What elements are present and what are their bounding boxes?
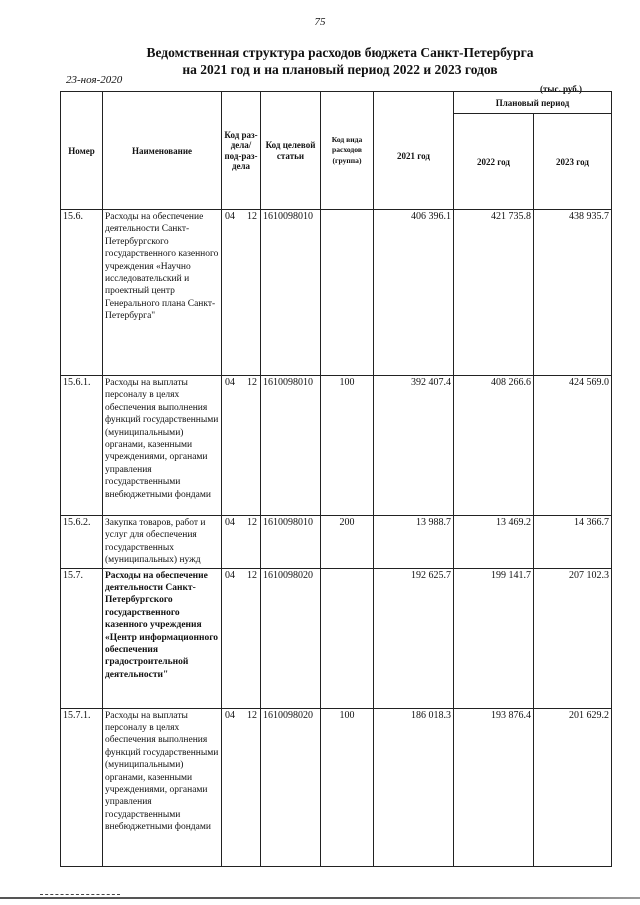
row-amount-2023: 201 629.2	[534, 708, 612, 866]
table-row	[61, 376, 612, 516]
subsection-code: 12	[247, 211, 257, 222]
header-plan-period: Плановый период	[454, 92, 612, 114]
row-amount-2021: 186 018.3	[374, 708, 454, 866]
row-name: Расходы на обеспечение деятельности Санкт-Петербургского государственного казенного учреждения «Центр информационного обеспечения градостроительной деятельности"	[103, 568, 222, 708]
row-section-code	[222, 708, 261, 866]
row-expense-kind: 200	[321, 516, 374, 569]
row-section-code	[222, 210, 261, 376]
section-code: 04	[225, 211, 235, 222]
row-target-code: 1610098020	[261, 568, 321, 708]
header-2023: 2023 год	[534, 114, 612, 210]
row-amount-2022: 199 141.7	[454, 568, 534, 708]
section-code: 04	[225, 517, 235, 528]
subsection-code: 12	[247, 709, 257, 721]
table-row	[61, 708, 612, 866]
row-name: Закупка товаров, работ и услуг для обеспечения государственных (муниципальных) нужд	[103, 516, 222, 569]
row-section-code	[222, 516, 261, 569]
row-number: 15.7.1.	[61, 708, 103, 866]
row-number: 15.6.2.	[61, 516, 103, 569]
subsection-code: 12	[247, 517, 257, 528]
row-name: Расходы на выплаты персоналу в целях обеспечения выполнения функций государственными (муниципальными) органами, казенными учреждениями, органами управления государственными внебюджетными фондами	[103, 708, 222, 866]
budget-table	[60, 91, 612, 867]
row-amount-2022: 408 266.6	[454, 376, 534, 516]
row-amount-2023: 207 102.3	[534, 568, 612, 708]
header-section: Код раз-дела/ под-раз-дела	[222, 92, 261, 210]
row-amount-2021: 392 407.4	[374, 376, 454, 516]
table-row	[61, 210, 612, 376]
row-amount-2022: 193 876.4	[454, 708, 534, 866]
row-name: Расходы на обеспечение деятельности Санкт-Петербургского государственного казенного учреждения «Научно исследовательский и проектный центр Генерального плана Санкт-Петербурга"	[103, 210, 222, 376]
subsection-code: 12	[247, 569, 257, 581]
row-name: Расходы на выплаты персоналу в целях обеспечения выполнения функций государственными (муниципальными) органами, казенными учреждениями, органами управления государственными внебюджетными фондами	[103, 376, 222, 516]
table-row	[61, 568, 612, 708]
row-number: 15.7.	[61, 568, 103, 708]
subsection-code: 12	[247, 377, 257, 388]
row-amount-2022: 13 469.2	[454, 516, 534, 569]
row-section-code	[222, 568, 261, 708]
page-number: 75	[314, 16, 326, 28]
row-target-code: 1610098020	[261, 708, 321, 866]
document-date: 23-ноя-2020	[66, 74, 123, 86]
row-expense-kind	[321, 568, 374, 708]
row-expense-kind: 100	[321, 376, 374, 516]
row-target-code: 1610098010	[261, 210, 321, 376]
row-amount-2023: 14 366.7	[534, 516, 612, 569]
header-2022: 2022 год	[454, 114, 534, 210]
document-title-line-2: на 2021 год и на плановый период 2022 и 2023 годов	[182, 62, 498, 77]
section-code: 04	[225, 377, 235, 388]
row-target-code: 1610098010	[261, 376, 321, 516]
row-amount-2021: 192 625.7	[374, 568, 454, 708]
row-number: 15.6.1.	[61, 376, 103, 516]
row-expense-kind	[321, 210, 374, 376]
section-code: 04	[225, 569, 235, 581]
row-expense-kind: 100	[321, 708, 374, 866]
row-amount-2023: 424 569.0	[534, 376, 612, 516]
row-section-code	[222, 376, 261, 516]
row-number: 15.6.	[61, 210, 103, 376]
row-amount-2022: 421 735.8	[454, 210, 534, 376]
header-2021: 2021 год	[374, 92, 454, 210]
section-code: 04	[225, 709, 235, 721]
header-number: Номер	[61, 92, 103, 210]
document-title	[60, 44, 620, 78]
row-amount-2023: 438 935.7	[534, 210, 612, 376]
scan-marks	[40, 894, 120, 901]
document-title-line-1: Ведомственная структура расходов бюджета Санкт-Петербурга	[146, 45, 534, 60]
units-note: (тыс. руб.)	[540, 84, 582, 94]
header-target-code: Код целевой статьи	[261, 92, 321, 210]
table-row	[61, 516, 612, 569]
header-name: Наименование	[103, 92, 222, 210]
row-target-code: 1610098010	[261, 516, 321, 569]
header-expense-kind: Код вида расходов (группа)	[321, 92, 374, 210]
row-amount-2021: 406 396.1	[374, 210, 454, 376]
row-amount-2021: 13 988.7	[374, 516, 454, 569]
